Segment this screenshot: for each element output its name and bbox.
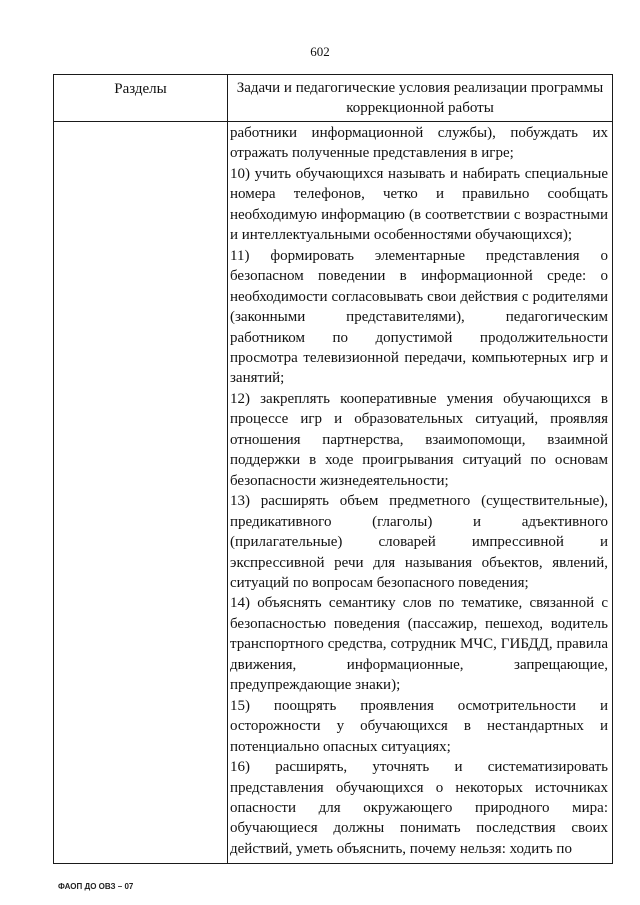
document-footer: ФАОП ДО ОВЗ – 07 <box>58 882 134 891</box>
task-paragraph: 12) закреплять кооперативные умения обучающихся в процессе игр и образовательных ситуаций, проявляя отношения партнерства, взаимопомощи, взаимной поддержки в ходе проигрывания ситуаций по основам безопасности жизнедеятельности; <box>230 390 608 489</box>
content-table <box>53 74 613 864</box>
header-sections: Разделы <box>114 81 167 97</box>
task-paragraph: 11) формировать элементарные представления о безопасном поведении в информационной среде: о необходимости согласовывать свои действия с родителями (законными представителями), педагогическим работником по допустимой продолжительности просмотра телевизионной передачи, компьютерных игр и занятий; <box>230 247 608 387</box>
task-paragraph: 16) расширять, уточнять и систематизировать представления обучающихся о некоторых источниках опасности для окружающего природного мира: обучающиеся должны понимать последствия своих действий, уметь объяснить, почему нельзя: ходить по <box>230 759 608 857</box>
task-paragraph: работники информационной службы), побуждать их отражать полученные представления в игре; <box>230 125 608 162</box>
task-paragraph: 14) объяснять семантику слов по тематике, связанной с безопасностью поведения (пассажир, пешеход, водитель транспортного средства, сотрудник МЧС, ГИБДД, правила движения, информационные, запрещающие, предупреждающие знаки); <box>230 595 608 694</box>
header-tasks-conditions: Задачи и педагогические условия реализации программы коррекционной работы <box>236 80 604 116</box>
column-divider <box>227 75 228 863</box>
task-paragraph: 10) учить обучающихся называть и набирать специальные номера телефонов, четко и правильно сообщать необходимую информацию (в соответствии с возрастными и интеллектуальными особенностями обучающихся); <box>230 165 608 244</box>
task-paragraph: 15) поощрять проявления осмотрительности и осторожности у обучающихся в нестандартных и потенциально опасных ситуациях; <box>230 697 608 755</box>
header-row-divider <box>54 121 612 122</box>
page-number: 602 <box>310 44 330 59</box>
tasks-cell <box>230 123 608 859</box>
task-paragraph: 13) расширять объем предметного (существительные), предикативного (глаголы) и адъективного (прилагательные) словарей импрессивной и экспрессивной речи для называния объектов, явлений, ситуаций по вопросам безопасного поведения; <box>230 493 608 591</box>
